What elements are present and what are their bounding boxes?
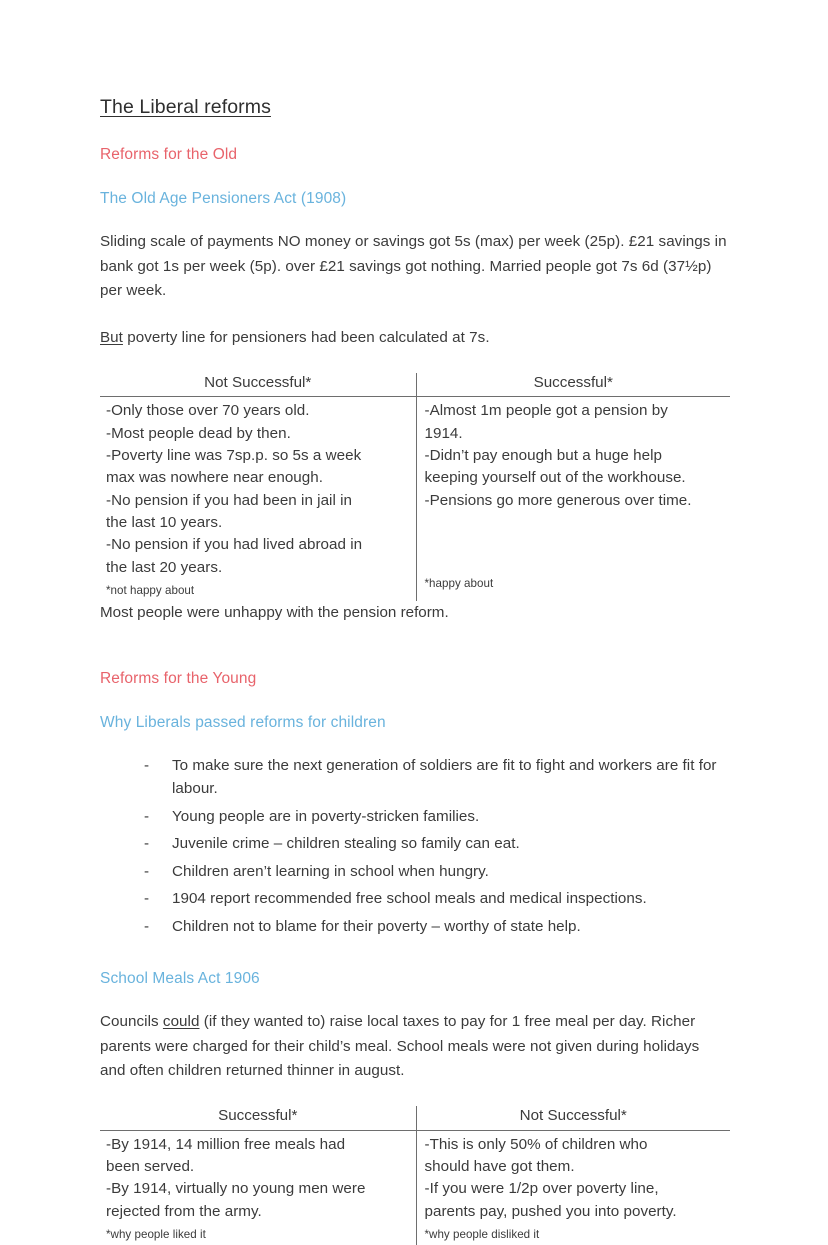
paragraph-pension-reform-conclusion: Most people were unhappy with the pension reform. — [100, 604, 449, 622]
list-item-label: Children not to blame for their poverty – worthy of state help. — [172, 917, 581, 935]
list-item — [144, 832, 728, 855]
section-heading-reforms-for-the-young: Reforms for the Young — [100, 670, 257, 688]
table-school-meals-assessment — [100, 1106, 730, 1245]
table-cell-line: keeping yourself out of the workhouse. — [424, 469, 686, 487]
table-cell-line: -By 1914, virtually no young men were — [106, 1180, 366, 1198]
table-cell-line: -Only those over 70 years old. — [106, 402, 310, 420]
table-header-row — [100, 373, 730, 397]
table-header-not-successful: Not Successful* — [416, 1106, 730, 1130]
table-cell-line: -No pension if you had been in jail in — [106, 491, 352, 509]
table-cell-not-successful-points — [416, 1130, 730, 1245]
table-cell-line: -By 1914, 14 million free meals had — [106, 1135, 346, 1153]
table-cell-line: parents pay, pushed you into poverty. — [424, 1202, 677, 1220]
paragraph-part-b: (if they wanted to) raise local taxes to pay for 1 free meal per day. Richer parents were charged for their child’s meal. School meals were not given during holidays and often children returned thinner in august. — [100, 1012, 700, 1080]
list-item-label: Young people are in poverty-stricken families. — [172, 807, 480, 825]
table-cell-line: -Poverty line was 7sp.p. so 5s a week — [106, 447, 362, 465]
table-cell-spacer — [425, 512, 723, 572]
table-cell-line: 1914. — [424, 424, 463, 442]
table-footnote-why-liked: *why people liked it — [106, 1227, 206, 1241]
table-row — [100, 397, 730, 601]
table-cell-line: -No pension if you had lived abroad in — [106, 536, 363, 554]
list-item — [144, 805, 728, 828]
list-item-label: Children aren’t learning in school when hungry. — [172, 862, 489, 880]
list-item — [144, 860, 728, 883]
table-row — [100, 1130, 730, 1245]
table-cell-line: rejected from the army. — [106, 1202, 262, 1220]
table-cell-line: -This is only 50% of children who — [424, 1135, 648, 1153]
paragraph-part-a: Councils — [100, 1012, 163, 1030]
table-cell-line: -Didn’t pay enough but a huge help — [424, 447, 662, 465]
table-cell-line: been served. — [106, 1157, 195, 1175]
table-header-successful: Successful* — [100, 1106, 416, 1130]
table-cell-line: -Most people dead by then. — [106, 424, 291, 442]
note-rest-text: poverty line for pensioners had been calculated at 7s. — [122, 329, 490, 347]
paragraph-pension-payments: Sliding scale of payments NO money or savings got 5s (max) per week (25p). £21 savings in bank got 1s per week (5p). over £21 savings got nothing. Married people got 7s 6d (37½p) per week. — [100, 233, 727, 300]
table-cell-line: should have got them. — [424, 1157, 575, 1175]
table-cell-line: max was nowhere near enough. — [106, 469, 323, 487]
table-cell-line: the last 20 years. — [106, 558, 223, 576]
section-spacer — [100, 943, 728, 969]
dash-bullet-icon: - — [144, 756, 150, 774]
table-footnote-happy: *happy about — [424, 577, 494, 591]
section-spacer — [100, 625, 728, 669]
dash-bullet-icon: - — [144, 917, 150, 935]
table-cell-successful-points — [416, 397, 730, 601]
paragraph-school-meals — [100, 1010, 728, 1084]
table-cell-successful-points — [100, 1130, 416, 1245]
subheading-school-meals-act: School Meals Act 1906 — [100, 969, 260, 987]
section-heading-reforms-for-the-old: Reforms for the Old — [100, 146, 238, 164]
table-cell-line: the last 10 years. — [106, 514, 223, 532]
list-item — [144, 754, 728, 800]
note-prefix-but: But — [100, 329, 123, 347]
list-item-label: 1904 report recommended free school meals and medical inspections. — [172, 890, 647, 908]
table-footnote-not-happy: *not happy about — [106, 584, 195, 598]
list-item-label: To make sure the next generation of soldiers are fit to fight and workers are fit for labour. — [172, 756, 717, 797]
page-title — [100, 96, 728, 119]
list-item-label: Juvenile crime – children stealing so family can eat. — [172, 835, 520, 853]
table-header-not-successful: Not Successful* — [100, 373, 416, 397]
list-item — [144, 887, 728, 910]
list-reasons-for-child-reforms — [100, 754, 728, 938]
table-header-successful: Successful* — [416, 373, 730, 397]
table-cell-not-successful-points — [100, 397, 416, 601]
table-cell-line: -Pensions go more generous over time. — [424, 491, 692, 509]
dash-bullet-icon: - — [144, 807, 150, 825]
table-cell-line: -Almost 1m people got a pension by — [424, 402, 668, 420]
subheading-old-age-pensioners-act: The Old Age Pensioners Act (1908) — [100, 189, 347, 207]
table-cell-line: -If you were 1/2p over poverty line, — [424, 1180, 659, 1198]
page-title-text: The Liberal reforms — [100, 96, 271, 118]
dash-bullet-icon: - — [144, 890, 150, 908]
table-header-row — [100, 1106, 730, 1130]
paragraph-emphasis-could: could — [162, 1012, 200, 1030]
table-footnote-why-disliked: *why people disliked it — [424, 1227, 540, 1241]
dash-bullet-icon: - — [144, 835, 150, 853]
subheading-why-liberals-passed-reforms: Why Liberals passed reforms for children — [100, 713, 386, 731]
table-pension-assessment — [100, 373, 730, 602]
paragraph-poverty-line-note — [100, 326, 728, 351]
dash-bullet-icon: - — [144, 862, 150, 880]
list-item — [144, 915, 728, 938]
